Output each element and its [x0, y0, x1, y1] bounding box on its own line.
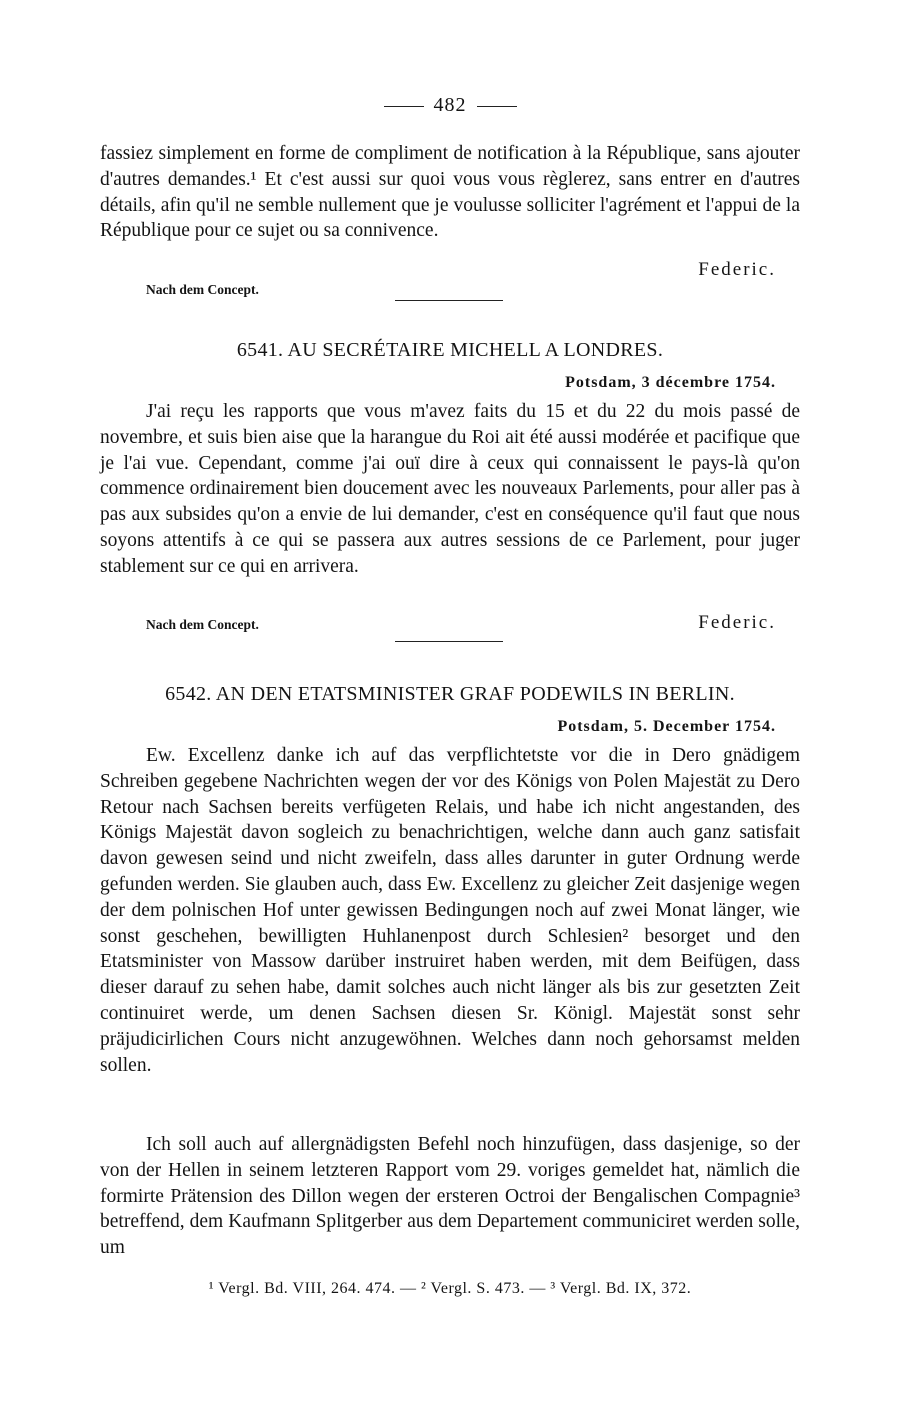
section-divider: [395, 641, 503, 642]
letter-6541-dateline: Potsdam, 3 décembre 1754.: [565, 374, 776, 391]
letter-6542-paragraph-2: Ich soll auch auf allergnädigsten Befehl noch hinzufügen, dass dasjenige, so der von der Hellen in seinem letzteren Rapport vom 29. voriges gemeldet hat, nämlich die formirte Prätension des Dillon wegen der ersteren Octroi der Bengalischen Compagnie³ betreffend, dem Kaufmann Splitgerber aus dem Departement communiciret werden solle, um: [100, 1134, 800, 1259]
letter-6542-dateline: Potsdam, 5. December 1754.: [557, 718, 776, 735]
section-divider: [395, 300, 503, 301]
letter-6541-body: J'ai reçu les rapports que vous m'avez faits du 15 et du 22 du mois passé de novembre, et suis bien aise que la harangue du Roi ait été aussi modérée et pacifique que je l'ai vue. Cependant, comme j'ai ouï dire à ceux qui connaissent le pays-là qu'on commence ordinairement bien doucement avec les nouveaux Parlements, pour aller pas à pas aux subsides qu'on a envie de lui demander, c'est en conséquence qu'il faut que nous soyons attentifs à ce qui se passera aux autres sessions de ce Parlement, pour juger stablement sur ce qui en arrivera.: [100, 401, 800, 577]
continuation-source: Nach dem Concept.: [146, 282, 259, 297]
letter-6541-source: Nach dem Concept.: [146, 617, 259, 632]
page-number-text: 482: [433, 94, 467, 116]
continuation-paragraph: fassiez simplement en forme de compliment de notification à la République, sans ajouter d'autres demandes.¹ Et c'est aussi sur quoi vous vous règlerez, sans entrer en d'autres détails, afin qu'il ne semble nullement que je voulusse solliciter l'agrément et l'appui de la République pour ce sujet ou sa connivence.: [100, 143, 800, 242]
letter-6541-heading: 6541. AU SECRÉTAIRE MICHELL A LONDRES.: [236, 339, 664, 361]
letter-6541-signature: Federic.: [698, 612, 776, 633]
page-number: [100, 94, 800, 117]
footnotes: ¹ Vergl. Bd. VIII, 264. 474. — ² Vergl. S. 473. — ³ Vergl. Bd. IX, 372.: [208, 1280, 692, 1297]
letter-6542-heading: 6542. AN DEN ETATSMINISTER GRAF PODEWILS IN BERLIN.: [165, 683, 735, 705]
page-number-dash-right: [477, 106, 517, 107]
page-number-dash-left: [384, 106, 424, 107]
letter-6542-paragraph-1: Ew. Excellenz danke ich auf das verpflichtetste vor die in Dero gnädigem Schreiben gegebene Nachrichten wegen der vor des Königs von Polen Majestät zu Dero Retour nach Sachsen bereits verfügeten Relais, und habe ich nicht angestanden, des Königs Majestät davon sogleich zu benachrichtigen, welche dann auch ganz satisfait davon gewesen seind und nicht zweifeln, dass alles darunter in guter Ordnung werde gefunden werden. Sie glauben auch, dass Ew. Excellenz zu gleicher Zeit dasjenige wegen der dem polnischen Hof unter gewissen Bedingungen noch auf zwei Monat länger, wie sonst geschehen, bewilligten Huhlanenpost durch Schlesien² besorget und den Etatsminister von Massow darüber instruiret haben werden, mit dem Beifügen, dass dieser darauf zu sehen habe, damit solches auch nicht länger als bis zur gesetzten Zeit continuiret werde, um denen Sachsen diesen Sr. Königl. Majestät sonst sehr präjudicirlichen Cours nicht anzugewöhnen. Welches dann noch gehorsamst melden sollen.: [100, 745, 800, 1076]
continuation-signature: Federic.: [698, 259, 776, 280]
